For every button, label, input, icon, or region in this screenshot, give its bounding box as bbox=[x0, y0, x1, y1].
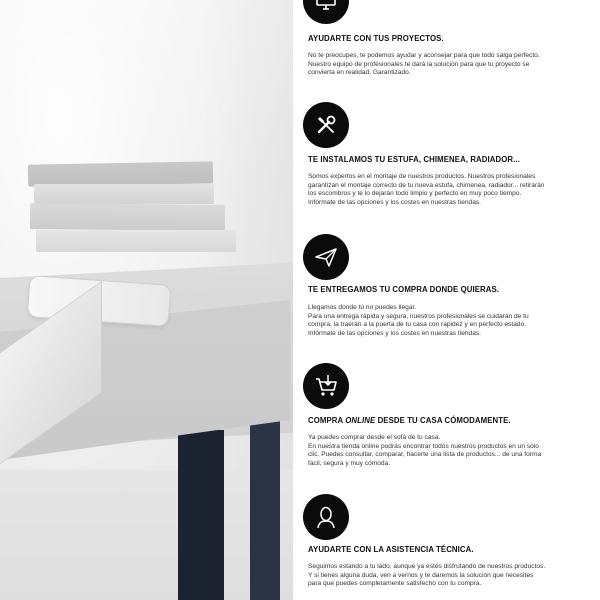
section-heading: TE INSTALAMOS TU ESTUFA, CHIMENEA, RADIADOR... bbox=[308, 155, 520, 164]
paper-plane-icon bbox=[303, 234, 349, 280]
office-photo bbox=[0, 0, 293, 600]
section-text: Ya puedes comprar desde el sofá de tu casa. En nuestra tienda online podrás encontrar todos nuestros productos en un sólo clic. Puedes consultar, comparar, hacerte una lista de productos... de una forma fácil, segura y muy cómoda. bbox=[308, 434, 542, 467]
section-text: Llegamos donde tú no puedes llegar. Para una entrega rápida y segura, nuestros profesionales se cuidarán de tu compra, la traerán a la puerta de tu casa con rapidez y en perfecto estado. Infórmate de las opciones y los costes en nuestras tiendas. bbox=[308, 304, 529, 337]
monitor-icon bbox=[303, 0, 349, 24]
section-heading: COMPRA ONLINE DESDE TU CASA CÓMODAMENTE. bbox=[308, 416, 511, 425]
section-text: Somos expertos en el montaje de nuestros productos. Nuestros profesionales garantizan el montaje correcto de tu nueva estufa, chimenea, radiador... retirarán los escombros y te lo dejarán todo limpio y perfecto en muy poco tiempo. Infórmate de las opciones y los costes en nuestras tiendas. bbox=[308, 173, 545, 206]
section-text: Seguimos estando a tu lado, aunque ya estés disfrutando de nuestros productos. Y si tienes alguna duda, ven a vernos y te daremos la solución que necesites para que puedes completamente satisfecho con tu compra. bbox=[308, 563, 546, 588]
cart-download-icon bbox=[303, 363, 349, 409]
services-column bbox=[300, 0, 580, 600]
person-icon bbox=[303, 494, 349, 540]
tools-icon bbox=[303, 102, 349, 148]
section-text: No te preocupes, te podemos ayudar y aconsejar para que todo salga perfecto. Nuestro equipo de profesionales te dará la solución para que tu proyecto se convierta en realidad. Garantizado. bbox=[308, 52, 540, 77]
section-heading: AYUDARTE CON LA ASISTENCIA TÉCNICA. bbox=[308, 545, 474, 554]
section-heading: AYUDARTE CON TUS PROYECTOS. bbox=[308, 34, 444, 43]
section-heading: TE ENTREGAMOS TU COMPRA DONDE QUIERAS. bbox=[308, 285, 500, 294]
